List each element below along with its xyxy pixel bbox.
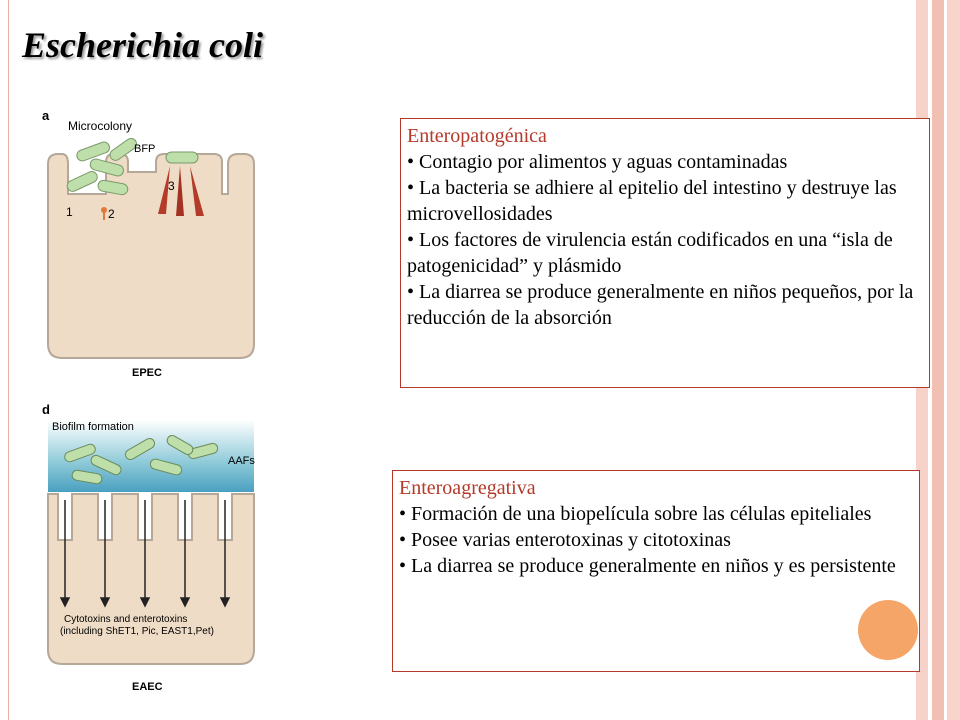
step-1-label: 1 — [66, 205, 73, 219]
microcolony-label: Microcolony — [68, 119, 133, 133]
epec-caption: EPEC — [132, 367, 162, 379]
eaec-info-box — [392, 470, 920, 672]
step-3-label: 3 — [168, 179, 175, 193]
biofilm-label: Biofilm formation — [52, 421, 134, 433]
epec-bullet-4: • La diarrea se produce generalmente en niños pequeños, por la reducción de la absorción — [407, 279, 923, 331]
slide-title: Escherichia coli — [22, 25, 263, 65]
toxins-label-line2: (including ShET1, Pic, EAST1,Pet) — [60, 626, 214, 637]
decorative-orange-circle — [858, 600, 918, 660]
toxins-label-line1: Cytotoxins and enterotoxins — [64, 614, 188, 625]
epec-panel-letter: a — [42, 108, 50, 123]
eaec-bullet-3: • La diarrea se produce generalmente en niños y es persistente — [399, 553, 913, 579]
epec-heading: Enteropatogénica — [407, 125, 547, 147]
eaec-heading: Enteroagregativa — [399, 477, 536, 499]
step-2-label: 2 — [108, 207, 115, 221]
epec-bullet-1: • Contagio por alimentos y aguas contaminadas — [407, 149, 923, 175]
eaec-bullet-1: • Formación de una biopelícula sobre las células epiteliales — [399, 501, 913, 527]
eaec-diagram — [38, 400, 268, 700]
epec-info-box — [400, 118, 930, 388]
epec-bullet-2: • La bacteria se adhiere al epitelio del intestino y destruye las microvellosidades — [407, 175, 923, 227]
aafs-label: AAFs — [228, 455, 255, 467]
epec-bullet-3: • Los factores de virulencia están codificados en una “isla de patogenicidad” y plásmido — [407, 227, 923, 279]
epec-diagram — [38, 104, 268, 384]
bfp-label: BFP — [134, 143, 156, 155]
eaec-epithelium-shape — [48, 494, 254, 664]
eaec-bullet-2: • Posee varias enterotoxinas y citotoxinas — [399, 527, 913, 553]
eaec-caption: EAEC — [132, 681, 163, 693]
eaec-panel-letter: d — [42, 402, 50, 417]
slide-border-line — [8, 0, 9, 720]
